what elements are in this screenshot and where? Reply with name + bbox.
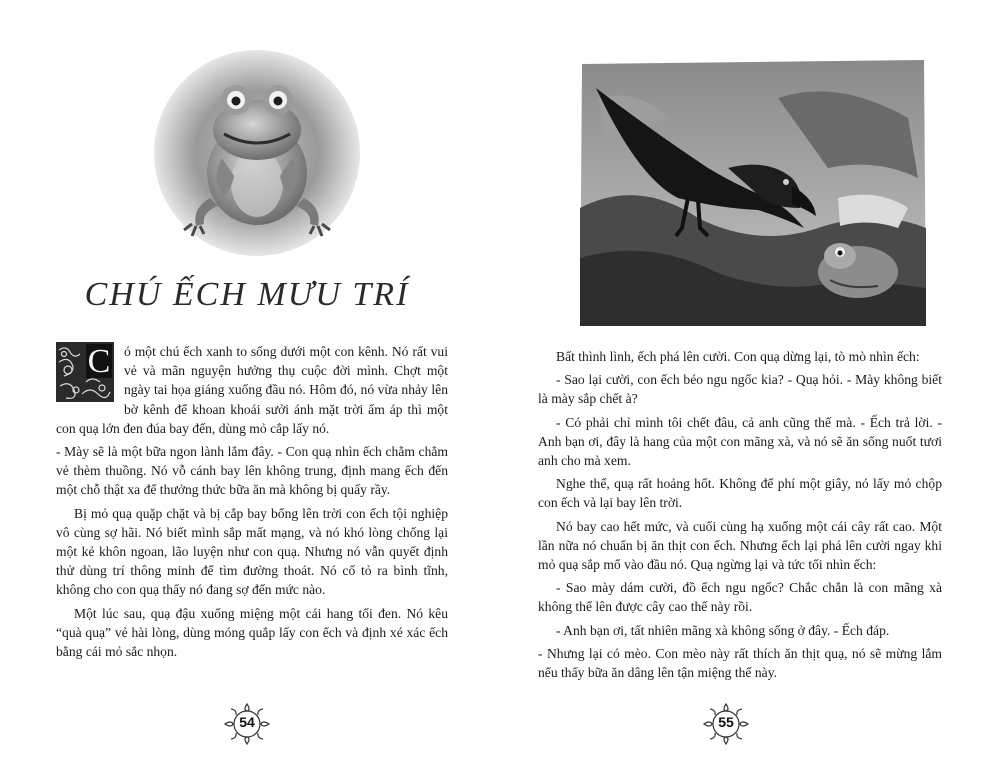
page-number-left [221, 700, 273, 748]
frog-illustration [152, 48, 362, 258]
paragraph: - Anh bạn ơi, tất nhiên mãng xà không sống ở đây. - Ếch đáp. [556, 622, 890, 638]
paragraph: - Nhưng lại có mèo. Con mèo này rất thích ăn thịt quạ, nó sẽ mừng lắm nếu thấy bữa ăn dâng lên tận miệng thế này. [538, 645, 942, 681]
paragraph: Nó bay cao hết mức, và cuối cùng hạ xuống một cái cây rất cao. Một lần nữa nó chuẩn bị ăn thịt con ếch. Nhưng ếch lại phá lên cười ngay khi mỏ quạ sắp mổ vào đầu nó. Quạ ngừng lại và tức tối nhìn ếch: [538, 518, 942, 573]
left-body-text [56, 342, 448, 665]
paragraph: - Mày sẽ là một bữa ngon lành lắm đây. - Con quạ nhìn ếch chằm chằm vẻ thèm thuồng. Nó vỗ cánh bay lên không trung, định mang ếch đến một chỗ thật xa để thưởng thức bữa ăn mà không bị quấy rầy. [56, 444, 448, 498]
page-number: 54 [239, 714, 255, 730]
paragraph: Bị mỏ quạ quặp chặt và bị cắp bay bổng lên trời con ếch tội nghiệp vô cùng sợ hãi. Nó biết mình sắp mất mạng, và nó khó lòng chống lại một kẻ khôn ngoan, lão luyện như con quạ. Nhưng nó vẫn quyết định thử dùng trí thông minh để tìm đường thoát. Nó cố tỏ ra bình tĩnh, không cho con quạ thấy nó đang sợ đến mức nào. [56, 505, 448, 598]
paragraph: Một lúc sau, quạ đậu xuống miệng một cái hang tối đen. Nó kêu “quà quạ” vẻ hài lòng, dùng móng quắp lấy con ếch và định xé xác ếch bằng cái mỏ sắc nhọn. [56, 605, 448, 660]
paragraph: ó một chú ếch xanh to sống dưới một con kênh. Nó rất vui vẻ và mãn nguyện hưởng thụ cuộc đời mình. Chợt một ngày tai họa giáng xuống đầu nó. Hôm đó, nó vừa nhảy lên bờ kênh để khoan khoái sưởi ánh mặt trời ấm áp thì một con quạ lớn đen đúa bay đến, dùng mỏ cắp lấy nó. [56, 344, 448, 436]
paragraph: - Có phải chỉ mình tôi chết đâu, cả anh cũng thế mà. - Ếch trả lời. - Anh bạn ơi, đây là hang của một con mãng xà, và nó sẽ ăn sống nuốt tươi anh cho mà xem. [538, 414, 942, 469]
chapter-title: CHÚ ẾCH MƯU TRÍ [84, 276, 410, 313]
page-number: 55 [718, 714, 734, 730]
dropcap [56, 342, 114, 402]
page-number-right [700, 700, 752, 748]
paragraph: Bất thình lình, ếch phá lên cười. Con quạ dừng lại, tò mò nhìn ếch: [556, 349, 920, 364]
dropcap-ornament [56, 342, 114, 402]
paragraph: - Sao mày dám cười, đồ ếch ngu ngốc? Chắc chắn là con mãng xà không thể lên được cây cao thế này rồi. [538, 580, 942, 615]
paragraph: - Sao lại cười, con ếch béo ngu ngốc kia? - Quạ hỏi. - Mày không biết là mày sắp chết à? [538, 372, 942, 407]
right-body-text [538, 347, 942, 686]
crow-and-frog-illustration [578, 58, 928, 328]
paragraph: Nghe thế, quạ rất hoảng hốt. Không để phí một giây, nó lấy mỏ chộp con ếch và lại bay lên trời. [538, 476, 942, 511]
dropcap-letter: C [87, 343, 111, 380]
